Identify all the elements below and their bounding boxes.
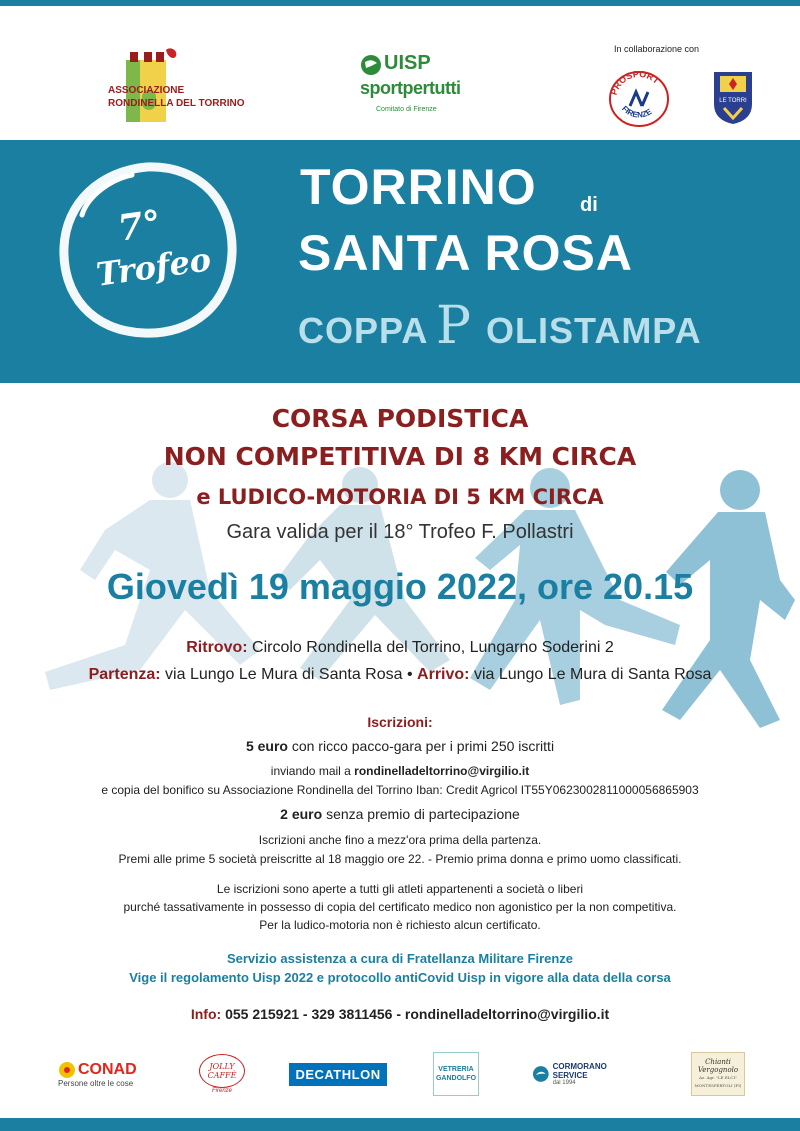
info-label: Info: xyxy=(190,1006,222,1022)
info-value: 055 215921 - 329 3811456 - rondinelladeltorrino@virgilio.it xyxy=(225,1006,610,1022)
sponsor-vetreria xyxy=(432,1046,480,1102)
ritrovo-label: Ritrovo: xyxy=(186,639,248,656)
sponsor-jolly xyxy=(196,1046,248,1102)
title-di: di xyxy=(580,194,598,216)
uisp-committee: Comitato di Firenze xyxy=(376,106,437,113)
partenza-arrivo-line xyxy=(0,666,800,684)
chianti-line-4: MONTESPERTOLI (FI) xyxy=(694,1083,742,1088)
jolly-name: JOLLY CAFFÈ xyxy=(199,1054,245,1088)
collab-label: In collaborazione con xyxy=(614,44,700,54)
note-2: Premi alle prime 5 società preiscritte al 18 maggio ore 22. - Premio prima donna e primo uomo classificati. xyxy=(118,852,682,866)
title-torrino: TORRINO xyxy=(300,159,537,215)
olistampa-label: OLISTAMPA xyxy=(486,310,702,351)
event-date: Giovedì 19 maggio 2022, ore 20.15 xyxy=(106,566,694,607)
conad-tagline: Persone oltre le cose xyxy=(58,1078,134,1088)
email-link[interactable]: rondinelladeltorrino@virgilio.it xyxy=(354,764,530,778)
trofeo-word: Trofeo xyxy=(93,240,214,294)
cormorano-name: CORMORANO SERVICE xyxy=(552,1062,607,1080)
race-line-1: CORSA PODISTICA xyxy=(271,404,529,433)
service-line-2: Vige il regolamento Uisp 2022 e protocollo antiCovid Uisp in vigore alla data della corsa xyxy=(129,970,671,985)
race-line-3: e LUDICO-MOTORIA DI 5 KM CIRCA xyxy=(196,485,604,509)
title-santa-rosa: SANTA ROSA xyxy=(298,225,633,281)
prosport-bottom-text: FIRENZE xyxy=(620,104,654,120)
bottom-strip xyxy=(0,1118,800,1131)
decathlon-name: DECATHLON xyxy=(289,1063,386,1086)
prosport-top-text: PROSPORT xyxy=(608,70,662,97)
rules-1: Le iscrizioni sono aperte a tutti gli atleti appartenenti a società o liberi xyxy=(216,882,584,896)
mail-prefix: inviando mail a xyxy=(270,764,351,778)
trofeo-pollastri: Gara valida per il 18° Trofeo F. Pollastri xyxy=(226,521,574,543)
jolly-city: Firenze xyxy=(211,1088,232,1094)
rules-3: Per la ludico-motoria non è richiesto alcun certificato. xyxy=(259,918,541,932)
sponsor-cormorano xyxy=(532,1046,642,1102)
partenza-label: Partenza: xyxy=(88,666,161,683)
mail-line xyxy=(0,764,800,778)
rules-2: purché tassativamente in possesso di copia del certificato medico non agonistico per la non competitiva. xyxy=(123,900,677,914)
chianti-line-3: Az. Agr. "LE ELCI" xyxy=(699,1075,737,1080)
chianti-line-1: Chianti xyxy=(705,1058,731,1066)
note-1: Iscrizioni anche fino a mezz'ora prima della partenza. xyxy=(258,833,542,847)
torri-crest-icon xyxy=(712,70,754,126)
cormorano-since: dal 1994 xyxy=(552,1080,576,1086)
sponsor-chianti xyxy=(690,1046,746,1102)
cormorano-bird-icon xyxy=(532,1065,550,1083)
header xyxy=(0,6,800,140)
conad-flower-icon xyxy=(58,1061,76,1079)
vetreria-line-1: VETRERIA xyxy=(438,1066,474,1073)
arrivo-label: Arrivo: xyxy=(417,666,470,683)
trofeo-ordinal: 7° xyxy=(115,202,164,250)
sponsor-decathlon xyxy=(296,1046,380,1102)
price-5: 5 euro xyxy=(245,738,288,754)
info-line xyxy=(0,1006,800,1022)
bonifico-line: e copia del bonifico su Associazione Rondinella del Torrino Iban: Credit Agricol IT55Y0623002811000056865903 xyxy=(101,783,699,797)
assoc-label: ASSOCIAZIONE xyxy=(108,85,185,96)
sponsor-conad xyxy=(58,1046,154,1102)
ritrovo-value: Circolo Rondinella del Torrino, Lungarno Soderini 2 xyxy=(252,639,614,656)
uisp-logo xyxy=(356,52,476,122)
partenza-value: via Lungo Le Mura di Santa Rosa • xyxy=(165,666,413,683)
chianti-line-2: Vergognolo xyxy=(697,1066,739,1074)
ritrovo-line xyxy=(0,639,800,657)
service-line-1: Servizio assistenza a cura di Fratellanza Militare Firenze xyxy=(226,951,574,966)
sponsor-bar xyxy=(0,1046,800,1106)
race-line-2: NON COMPETITIVA DI 8 KM CIRCA xyxy=(163,442,637,471)
uisp-globe-icon xyxy=(360,54,382,76)
conad-name: CONAD xyxy=(78,1060,137,1078)
iscrizioni-title: Iscrizioni: xyxy=(367,714,433,730)
vetreria-line-2: GANDOLFO xyxy=(435,1075,477,1082)
price-2-desc: senza premio di partecipazione xyxy=(326,806,520,822)
uisp-tagline: sportpertutti xyxy=(360,78,461,98)
uisp-name: UISP xyxy=(384,52,431,74)
coppa-label: COPPA xyxy=(298,310,429,351)
price-5-desc: con ricco pacco-gara per i primi 250 iscritti xyxy=(291,738,555,754)
price-5-line xyxy=(0,738,800,754)
crest-text: LE TORRI xyxy=(719,98,747,104)
prosport-logo-icon xyxy=(608,70,670,128)
price-2: 2 euro xyxy=(280,806,323,822)
assoc-name: RONDINELLA DEL TORRINO xyxy=(108,98,245,109)
arrivo-value: via Lungo Le Mura di Santa Rosa xyxy=(473,666,712,683)
polistampa-p: P xyxy=(436,296,471,356)
price-2-line xyxy=(0,806,800,822)
